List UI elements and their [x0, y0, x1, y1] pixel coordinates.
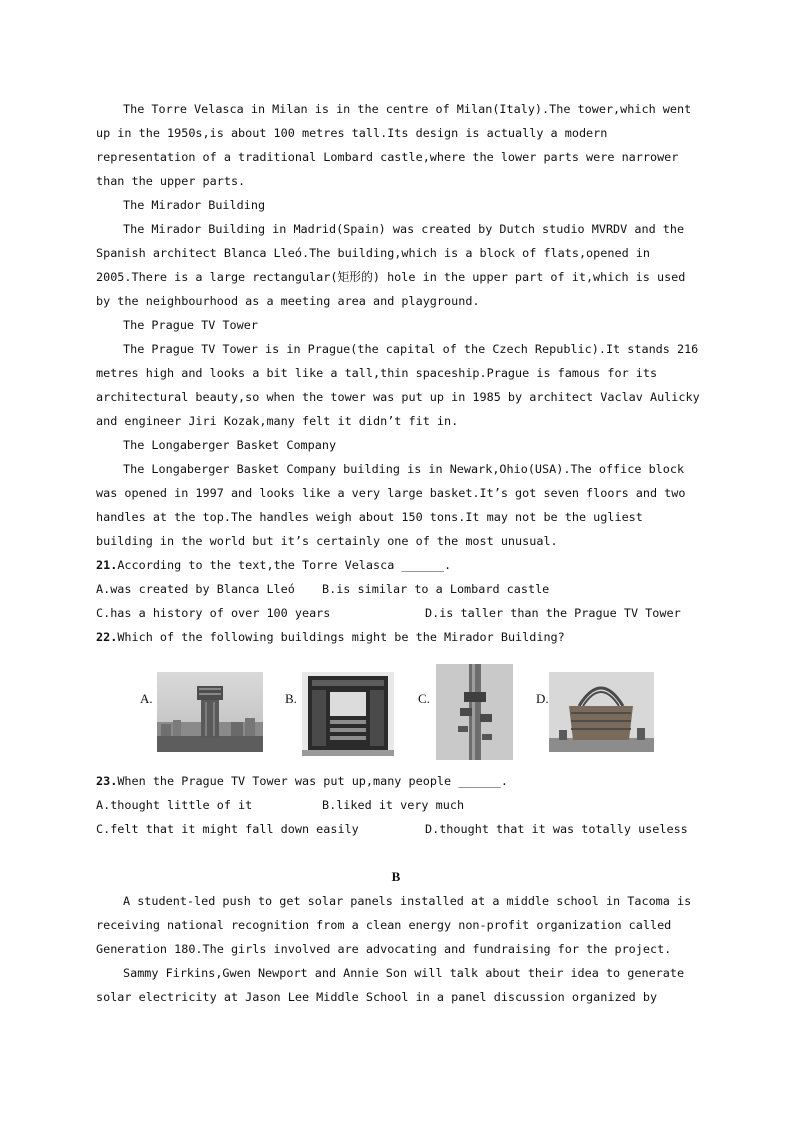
option-a[interactable]: A.was created by Blanca Lleó: [96, 582, 295, 596]
option-d[interactable]: D.thought that it was totally useless: [425, 822, 688, 836]
paragraph-line: The Prague TV Tower is in Prague(the capital of the Czech Republic).It stands 216: [123, 342, 699, 356]
question-21: [96, 553, 696, 577]
paragraph-line: was opened in 1997 and looks like a very large basket.It’s got seven floors and two: [96, 486, 686, 500]
spacer: [96, 841, 696, 865]
prague-tv-tower-photo-icon: [436, 664, 513, 760]
section-heading: The Prague TV Tower: [123, 318, 258, 332]
paragraph-line: solar electricity at Jason Lee Middle School in a panel discussion organized by: [96, 990, 658, 1004]
paragraph-line: than the upper parts.: [96, 174, 246, 188]
paragraph-line: handles at the top.The handles weigh about 150 tons.It may not be the ugliest: [96, 510, 643, 524]
basket-building-photo-icon: [549, 672, 654, 752]
section-title: B: [391, 869, 401, 884]
section-heading: The Mirador Building: [123, 198, 266, 212]
options-row: [96, 577, 696, 601]
image-label-b: B.: [285, 691, 297, 706]
question-number: 22.: [96, 630, 118, 644]
paragraph-line: The Longaberger Basket Company building is in Newark,Ohio(USA).The office block: [123, 462, 685, 476]
paragraph-line: 2005.There is a large rectangular(矩形的) hole in the upper part of it,which is used: [96, 270, 686, 284]
paragraph-line: and engineer Jiri Kozak,many felt it didn’t fit in.: [96, 414, 459, 428]
image-label-a: A.: [140, 691, 153, 706]
paragraph-line: Spanish architect Blanca Lleó.The building,which is a block of flats,opened in: [96, 246, 650, 260]
paragraph-line: Sammy Firkins,Gwen Newport and Annie Son will talk about their idea to generate: [123, 966, 685, 980]
option-b[interactable]: B.liked it very much: [322, 798, 465, 812]
image-option-a[interactable]: [157, 672, 263, 752]
paragraph-line: A student-led push to get solar panels installed at a middle school in Tacoma is: [123, 894, 692, 908]
answer-images: [96, 649, 696, 769]
options-row: [96, 817, 696, 841]
paragraph-line: by the neighbourhood as a meeting area and playground.: [96, 294, 480, 308]
image-option-d[interactable]: [549, 672, 654, 752]
image-label-d: D.: [536, 691, 549, 706]
option-c[interactable]: C.felt that it might fall down easily: [96, 822, 359, 836]
options-row: [96, 601, 696, 625]
option-d[interactable]: D.is taller than the Prague TV Tower: [425, 606, 681, 620]
question-text: Which of the following buildings might be the Mirador Building?: [117, 630, 565, 644]
paragraph-line: Generation 180.The girls involved are advocating and fundraising for the project.: [96, 942, 672, 956]
paragraph-line: up in the 1950s,is about 100 metres tall.Its design is actually a modern: [96, 126, 608, 140]
mirador-building-photo-icon: [302, 672, 394, 756]
option-c[interactable]: C.has a history of over 100 years: [96, 606, 331, 620]
option-b[interactable]: B.is similar to a Lombard castle: [322, 582, 550, 596]
paragraph-line: representation of a traditional Lombard castle,where the lower parts were narrower: [96, 150, 679, 164]
paragraph-line: The Torre Velasca in Milan is in the centre of Milan(Italy).The tower,which went: [123, 102, 692, 116]
question-number: 21.: [96, 558, 118, 572]
question-number: 23.: [96, 774, 118, 788]
image-option-b[interactable]: [302, 672, 394, 756]
question-text: According to the text,the Torre Velasca ______.: [117, 558, 452, 572]
paragraph-line: The Mirador Building in Madrid(Spain) was created by Dutch studio MVRDV and the: [123, 222, 685, 236]
paragraph-line: receiving national recognition from a clean energy non-profit organization called: [96, 918, 672, 932]
question-text: When the Prague TV Tower was put up,many people ______.: [117, 774, 508, 788]
image-option-c[interactable]: [436, 664, 513, 760]
paragraph-line: metres high and looks a bit like a tall,thin spaceship.Prague is famous for its: [96, 366, 658, 380]
section-heading: The Longaberger Basket Company: [123, 438, 337, 452]
question-23: [96, 769, 696, 793]
question-22: [96, 625, 696, 649]
image-label-c: C.: [418, 691, 430, 706]
paragraph-line: architectural beauty,so when the tower was put up in 1985 by architect Vaclav Aulicky: [96, 390, 700, 404]
torre-velasca-photo-icon: [157, 672, 263, 752]
paragraph-line: building in the world but it’s certainly one of the most unusual.: [96, 534, 558, 548]
document-page: [96, 97, 700, 1009]
option-a[interactable]: A.thought little of it: [96, 798, 253, 812]
options-row: [96, 793, 696, 817]
